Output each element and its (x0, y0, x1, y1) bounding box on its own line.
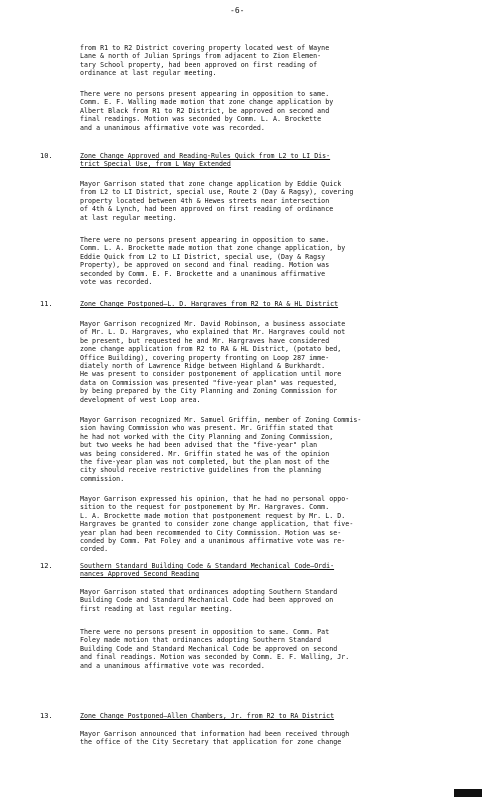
item-13-number: 13. (40, 712, 53, 720)
item-11-heading: Zone Change Postponed—L. D. Hargraves from R2 to RA & HL District (80, 300, 339, 308)
paragraph-opposition-1: There were no persons present appearing in opposition to same. Comm. E. F. Walling made motion that zone change application by Albert Black from R1 to R2 District, be approved on second and final readings. Motion was seconded by Comm. L. A. Brockette and a unanimous affirmative vote was recorded. (80, 90, 334, 132)
item-11-paragraph-b: Mayor Garrison recognized Mr. Samuel Griffin, member of Zoning Commis- sion having Commission who was present. Mr. Griffin stated that he had not worked with the City Planning and Zoning Commission, but two weeks he had been advised that the "five-year" plan was being considered. Mr. Griffin stated he was of the opinion the five-year plan was not completed, but the plan most of the city should receive restrictive guidelines from the planning commission. (80, 416, 362, 483)
scan-corner-mark (454, 789, 482, 797)
item-12-paragraph-b: There were no persons present in opposition to same. Comm. Pat Foley made motion that ordinances adopting Southern Standard Building Code and Standard Mechanical Code be approved on second and final readings. Motion was seconded by Comm. E. F. Walling, Jr. and a unanimous affirmative vote was recorded. (80, 628, 350, 670)
page-number: -6- (230, 6, 245, 15)
paragraph-continuation: from R1 to R2 District covering property located west of Wayne Lane & north of Julian Springs from adjacent to Zion Elemen- tary School property, had been approved on first reading of ordinance at last regular meeting. (80, 44, 330, 78)
item-10-heading: Zone Change Approved and Reading-Rules Quick from L2 to LI Dis- trict Special Use, from L Way Extended (80, 152, 331, 169)
item-11-paragraph-c: Mayor Garrison expressed his opinion, that he had no personal oppo- sition to the request for postponement by Mr. Hargraves. Comm. L. A. Brockette made motion that postponement request by Mr. L. D. Hargraves be granted to consider zone change application, that five- year plan had been recommended to City Commission. Motion was se- conded by Comm. Pat Foley and a unanimous affirmative vote was re- corded. (80, 495, 354, 554)
item-12-paragraph-a: Mayor Garrison stated that ordinances adopting Southern Standard Building Code and Standard Mechanical Code had been approved on first reading at last regular meeting. (80, 588, 338, 613)
item-10-paragraph-a: Mayor Garrison stated that zone change application by Eddie Quick from L2 to LI District, special use, Route 2 (Day & Ragsy), covering property located between 4th & Hewes streets near intersection of 4th & Lynch, had been approved on first reading of ordinance at last regular meeting. (80, 180, 354, 222)
item-11-number: 11. (40, 300, 53, 308)
item-10-paragraph-b: There were no persons present appearing in opposition to same. Comm. L. A. Brockette made motion that zone change application, by Eddie Quick from L2 to LI District, special use, (Day & Ragsy Property), be approved on second and final reading. Motion was seconded by Comm. E. F. Brockette and a unanimous affirmative vote was recorded. (80, 236, 346, 287)
item-12-number: 12. (40, 562, 53, 570)
item-13-heading: Zone Change Postponed—Allen Chambers, Jr. from R2 to RA District (80, 712, 335, 720)
item-10-number: 10. (40, 152, 53, 160)
item-13-paragraph-a: Mayor Garrison announced that information had been received through the office of the City Secretary that application for zone change (80, 730, 350, 747)
item-11-paragraph-a: Mayor Garrison recognized Mr. David Robinson, a business associate of Mr. L. D. Hargraves, who explained that Mr. Hargraves could not be present, but requested he and Mr. Hargraves have considered zone change application from R2 to RA & HL District, (potato bed, Office Building), covering property fronting on Loop 287 imme- diately north of Lawrence Ridge between Highland & Burkhardt. He was present to consider postponement of application until more data on Commission was presented "five-year plan" was requested, by being prepared by the City Planning and Zoning Commission for development of west Loop area. (80, 320, 346, 404)
item-12-heading: Southern Standard Building Code & Standard Mechanical Code—Ordi- nances Approved Second Reading (80, 562, 335, 579)
